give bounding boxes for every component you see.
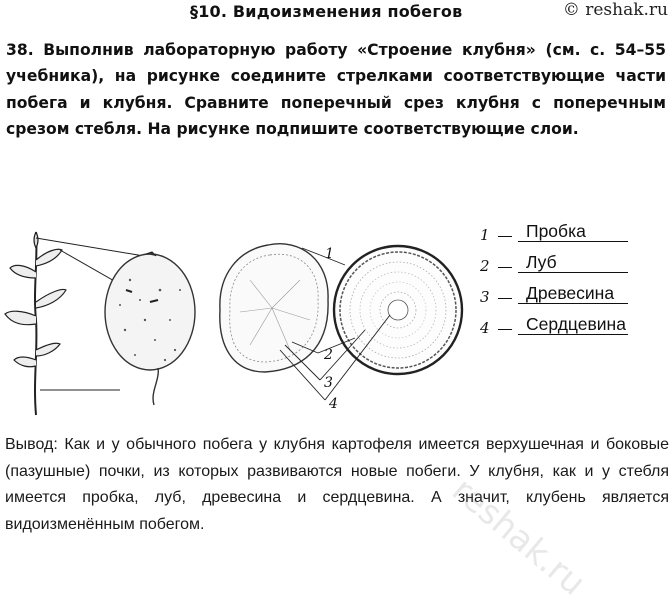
label-number: 3 <box>480 288 490 306</box>
section-title: §10. Видоизменения побегов <box>190 2 463 21</box>
tuber-cross-section <box>220 244 328 372</box>
label-row <box>478 247 672 278</box>
conclusion-text: Вывод: Как и у обычного побега у клубня картофеля имеется верхушечная и боковые (пазушные) почки, из которых развиваются новые побеги. У клубня, как и у стебля имеется пробка, луб, древесина и сердцевина. А значит, клубень является видоизменённым побегом. <box>5 436 669 533</box>
callout-number: 1 <box>325 246 334 262</box>
callout-number: 2 <box>324 347 333 363</box>
label-answer: Пробка <box>526 221 586 241</box>
site-watermark: © reshak.ru <box>562 0 668 20</box>
stem-cross-section <box>334 246 462 374</box>
label-answer: Древесина <box>526 283 615 303</box>
callout-number: 3 <box>324 375 333 391</box>
tuber-drawing <box>105 252 195 405</box>
label-dash <box>498 236 512 237</box>
label-number: 2 <box>480 257 490 275</box>
label-number: 1 <box>480 226 490 244</box>
page-header <box>0 0 672 26</box>
task-text: 38. Выполнив лабораторную работу «Строение клубня» (см. с. 54–55 учебника), на рисунке соедините стрелками соответствующие части побега и клубня. Сравните поперечный срез клубня с поперечным срезом стебля. На рисунке подпишите соответствующие слои. <box>6 41 666 139</box>
label-row <box>478 278 672 309</box>
label-row <box>478 216 672 247</box>
label-dash <box>498 267 512 268</box>
label-dash <box>498 298 512 299</box>
label-row <box>478 309 672 340</box>
label-dash <box>498 329 512 330</box>
label-number: 4 <box>480 319 490 337</box>
layer-labels <box>478 216 672 340</box>
label-answer: Сердцевина <box>526 314 626 334</box>
label-answer: Луб <box>526 252 557 272</box>
diagonal-watermark: reshak.ru <box>444 470 593 604</box>
callout-number: 4 <box>329 396 338 412</box>
